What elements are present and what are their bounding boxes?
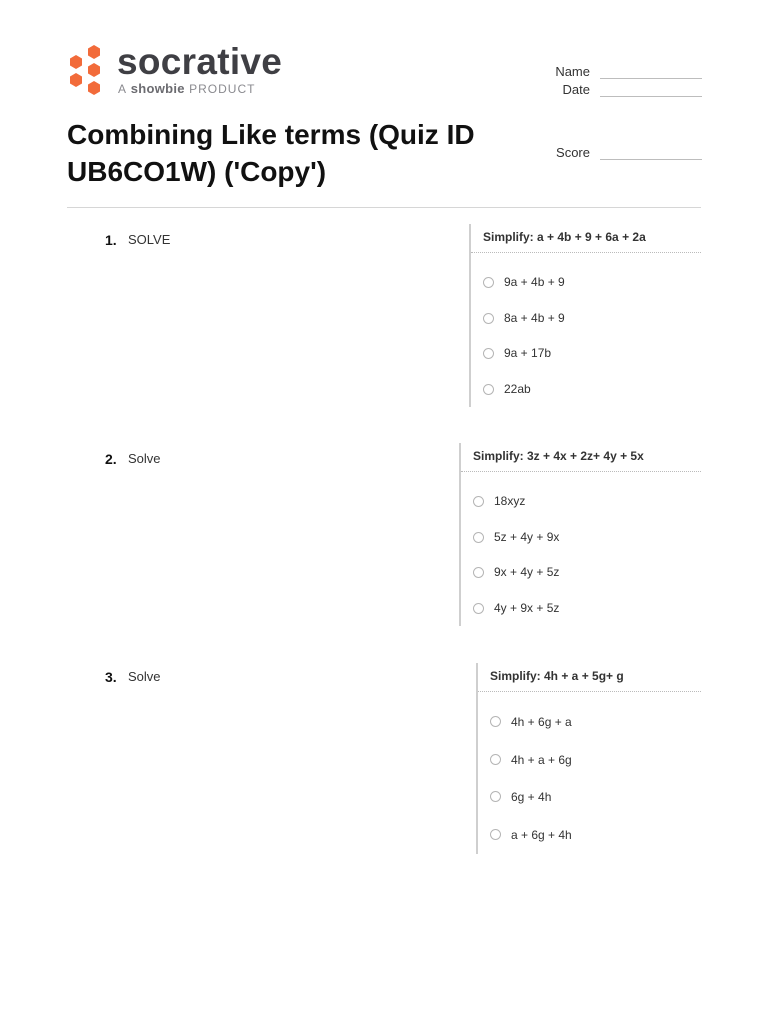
score-field[interactable]	[540, 145, 702, 163]
option-item[interactable]	[478, 704, 701, 742]
options-list	[461, 484, 701, 626]
option-item[interactable]	[478, 742, 701, 780]
brand-subtitle	[118, 82, 255, 96]
options-list	[471, 265, 701, 407]
option-label: 18xyz	[494, 494, 526, 508]
question-number: 1.	[105, 232, 117, 248]
option-item[interactable]	[478, 817, 701, 855]
date-line	[600, 96, 702, 97]
question-prompt: Simplify: 3z + 4x + 2z+ 4y + 5x	[461, 443, 701, 472]
radio-icon[interactable]	[490, 791, 501, 802]
option-label: 8a + 4b + 9	[504, 310, 565, 325]
socrative-logo	[67, 41, 307, 100]
question-prompt: Simplify: a + 4b + 9 + 6a + 2a	[471, 224, 701, 253]
options-list	[478, 704, 701, 854]
option-item[interactable]	[461, 591, 701, 627]
header-divider	[67, 207, 701, 208]
brand-sub-suffix: PRODUCT	[189, 82, 256, 96]
question-number: 3.	[105, 669, 117, 685]
question-panel	[476, 663, 701, 854]
date-label: Date	[562, 82, 590, 97]
option-label: 4h + 6g + a	[511, 715, 572, 729]
option-item[interactable]	[471, 265, 701, 301]
brand-name: socrative	[117, 41, 283, 82]
option-item[interactable]	[478, 779, 701, 817]
radio-icon[interactable]	[490, 754, 501, 765]
name-line	[600, 78, 702, 79]
option-label: 9a + 17b	[504, 346, 552, 360]
radio-icon[interactable]	[473, 603, 484, 614]
option-label: 4h + a + 6g	[511, 752, 572, 767]
radio-icon[interactable]	[483, 384, 494, 395]
question-text: Solve	[128, 669, 161, 684]
option-label: 6g + 4h	[511, 790, 552, 804]
brand-sub-brand: showbie	[130, 81, 185, 96]
radio-icon[interactable]	[490, 829, 501, 840]
date-field[interactable]	[540, 82, 702, 100]
question-text: SOLVE	[128, 232, 171, 247]
name-label: Name	[555, 64, 590, 79]
question-prompt: Simplify: 4h + a + 5g+ g	[478, 663, 701, 692]
radio-icon[interactable]	[483, 313, 494, 324]
option-item[interactable]	[461, 555, 701, 591]
name-field[interactable]	[540, 64, 702, 82]
option-label: 4y + 9x + 5z	[494, 600, 560, 615]
option-item[interactable]	[471, 336, 701, 372]
question-number: 2.	[105, 451, 117, 467]
option-label: 5z + 4y + 9x	[494, 529, 560, 544]
option-item[interactable]	[471, 372, 701, 408]
option-label: 22ab	[504, 381, 531, 396]
option-label: a + 6g + 4h	[511, 827, 572, 842]
brand-sub-prefix: A	[118, 82, 127, 96]
radio-icon[interactable]	[483, 277, 494, 288]
option-item[interactable]	[461, 484, 701, 520]
radio-icon[interactable]	[490, 716, 501, 727]
radio-icon[interactable]	[473, 532, 484, 543]
question-panel	[459, 443, 701, 626]
option-item[interactable]	[461, 520, 701, 556]
question-text: Solve	[128, 451, 161, 466]
question-panel	[469, 224, 701, 407]
score-label: Score	[556, 145, 590, 160]
radio-icon[interactable]	[473, 496, 484, 507]
radio-icon[interactable]	[473, 567, 484, 578]
radio-icon[interactable]	[483, 348, 494, 359]
score-line	[600, 159, 702, 160]
quiz-title: Combining Like terms (Quiz ID UB6CO1W) ('Copy')	[67, 119, 475, 187]
option-item[interactable]	[471, 301, 701, 337]
option-label: 9a + 4b + 9	[504, 275, 565, 289]
hexagon-cluster-icon	[67, 44, 107, 96]
option-label: 9x + 4y + 5z	[494, 565, 560, 579]
